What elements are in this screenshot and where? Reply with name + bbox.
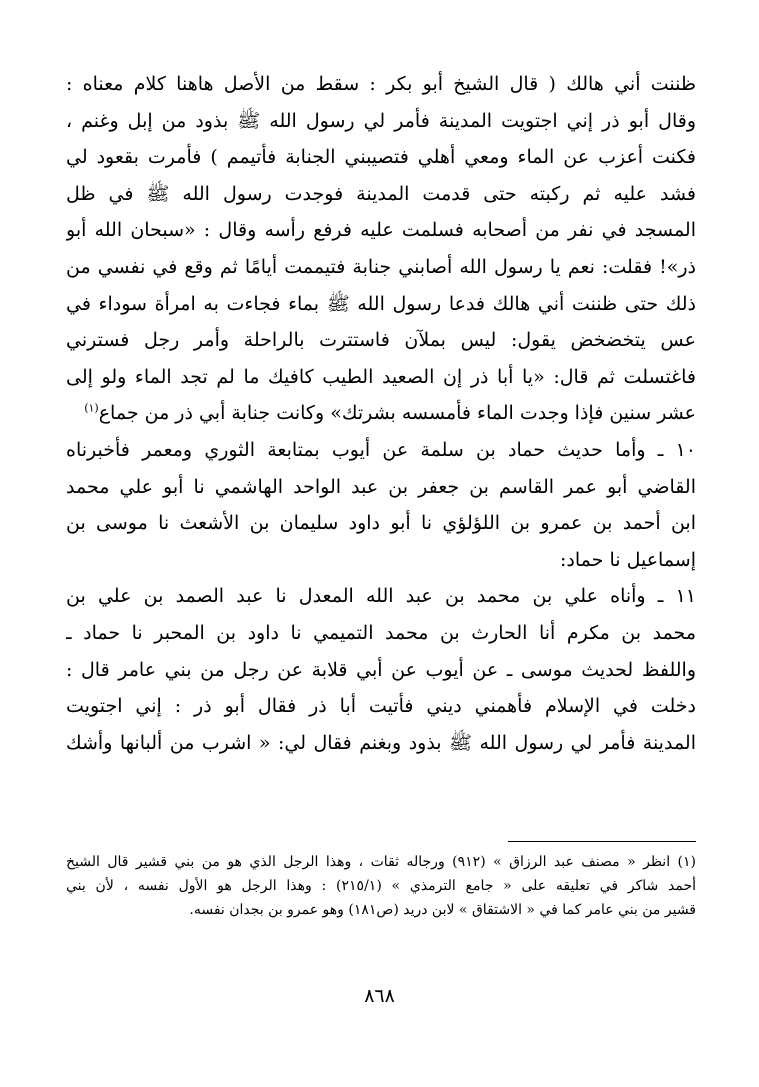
text-line: القاضي أبو عمر القاسم بن جعفر بن عبد الواحد الهاشمي نا أبو علي محمد [66,475,696,498]
text-line: ١٠ ـ وأما حديث حماد بن سلمة عن أيوب بمتابعة الثوري ومعمر فأخبرناه [66,438,696,461]
text-line: المدينة فأمر لي رسول الله ﷺ بذود وبغنم فقال لي: « اشرب من ألبانها وأشك [66,731,696,754]
text-line: عس يتخضخض يقول: ليس بملآن فاستترت بالراحلة وأمر رجل فسترني [66,329,696,352]
text-line: وقال أبو ذر إني اجتويت المدينة فأمر لي رسول الله ﷺ بذود من إبل وغنم ، [66,109,696,132]
text-line: ذر»! فقلت: نعم يا رسول الله أصابني جنابة فتيممت أيامًا ثم وقع في نفسي من [66,255,696,278]
paragraph-2 [66,432,696,578]
text-line: فكنت أعزب عن الماء ومعي أهلي فتصيبني الجنابة فأتيمم ) فأمرت بقعود لي [66,146,696,169]
paragraph-3 [66,578,696,761]
text-line [66,395,696,432]
footnote-line: (١) انظر « مصنف عبد الرزاق » (٩١٢) ورجاله ثقات ، وهذا الرجل الذي هو من بني قشير قال الشيخ [66,854,696,870]
text-line: ذلك حتى ظننت أني هالك فدعا رسول الله ﷺ بماء فجاءت به امرأة سوداء في [66,292,696,315]
footnotes [66,850,696,922]
text-line-content: عشر سنين فإذا وجدت الماء فأمسسه بشرتك» وكانت جنابة أبي ذر من جماع [98,402,696,425]
text-line: ظننت أني هالك ( قال الشيخ أبو بكر : سقط من الأصل هاهنا كلام معناه : [66,73,696,95]
text-line: فاغتسلت ثم قال: «يا أبا ذر إن الصعيد الطيب كافيك ما لم تجد الماء ولو إلى [66,365,696,388]
footnote-line: قشير من بني عامر كما في « الاشتقاق » لابن دريد (ص١٨١) وهو عمرو بن بجدان نفسه. [189,902,696,918]
text-line: محمد بن مكرم أنا الحارث بن محمد التميمي نا داود بن المحبر نا حماد ـ [66,621,696,644]
footnote-separator [508,841,696,842]
footnote-line: أحمد شاكر في تعليقه على « جامع الترمذي » (٢١٥/١) : وهذا الرجل هو الأول نفسه ، لأن بني [66,878,696,894]
paragraph-1 [66,66,696,432]
text-line: المسجد في نفر من أصحابه فسلمت عليه فرفع رأسه وقال : «سبحان الله أبو [66,219,696,242]
page-number: ٨٦٨ [364,985,395,1007]
text-line: دخلت في الإسلام فأهمني ديني فأتيت أبا ذر فقال أبو ذر : إني اجتويت [66,695,696,718]
text-line: ١١ ـ وأناه علي بن محمد بن عبد الله المعدل نا عبد الصمد بن علي بن [66,585,696,608]
text-line: واللفظ لحديث موسى ـ عن أيوب عن أبي قلابة عن رجل من بني عامر قال : [66,658,696,681]
text-line: فشد عليه ثم ركبته حتى قدمت المدينة فوجدت رسول الله ﷺ في ظل [66,182,696,205]
footnote-reference: (١) [84,402,99,416]
main-text [66,66,696,761]
text-line: ابن أحمد بن عمرو بن اللؤلؤي نا أبو داود سليمان بن الأشعث نا موسى بن [66,512,696,535]
text-line: إسماعيل نا حماد: [560,548,696,571]
